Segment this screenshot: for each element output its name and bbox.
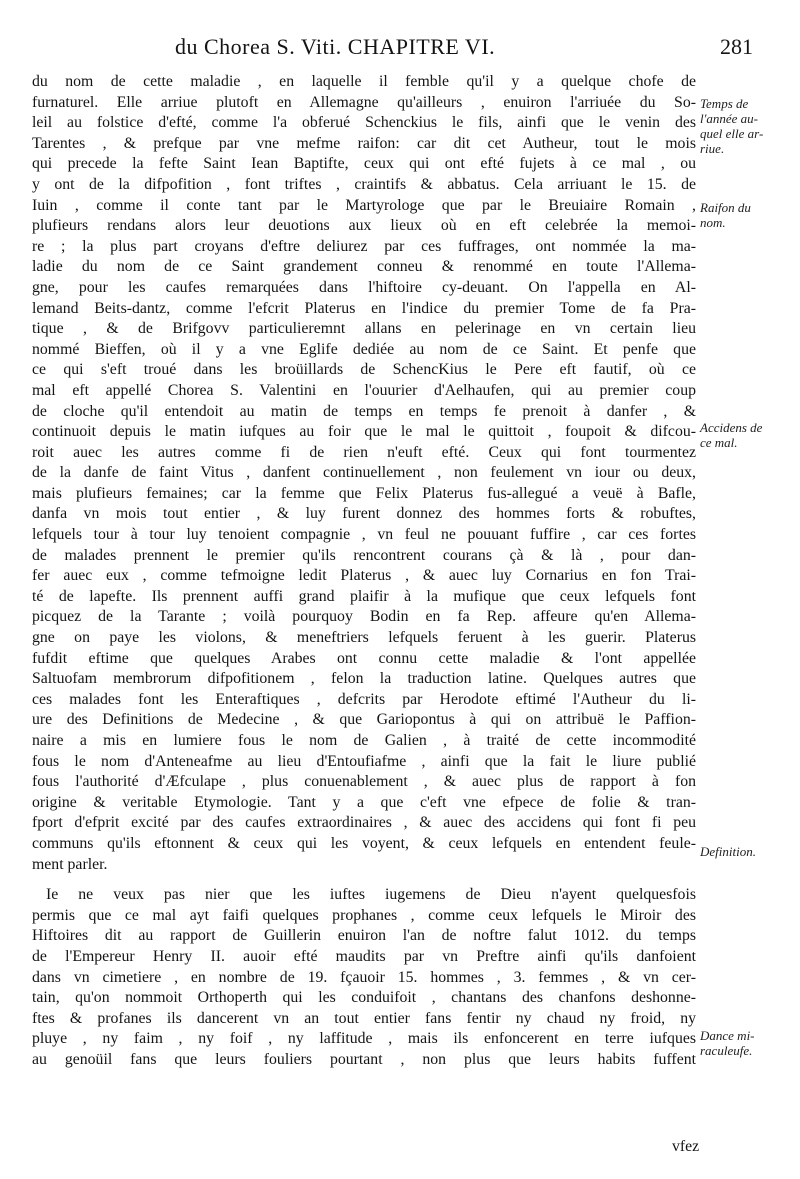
margin-note-line: Temps de: [700, 96, 749, 111]
catchword: vfez: [672, 1138, 700, 1155]
text-line: pluye , ny faim , ny foif , ny laffitude , mais ils enfoncerent en terre iufques: [32, 1030, 696, 1048]
text-line: ces malades font les Enteraftiques , defcrits par Herodote eftimé l'Autheur du li-: [32, 690, 696, 708]
text-line: furnaturel. Elle arriue plutoft en Allemagne qu'ailleurs , enuiron l'arriuée du So-: [32, 93, 696, 111]
margin-note-line: raculeufe.: [700, 1043, 753, 1058]
text-line: tain, qu'on nommoit Orthoperth qui les conduifoit , chantans des chanfons deshonne-: [32, 989, 696, 1007]
margin-note-line: riue.: [700, 141, 725, 156]
margin-note-line: l'année au-: [700, 111, 759, 126]
margin-note-definition: [700, 844, 798, 859]
text-line: Hiftoires dit au rapport de Guillerin enuiron l'an de noftre falut 1012. du temps: [32, 927, 696, 945]
text-line: Tarentes , & prefque par vne mefme raifon: car dit cet Autheur, tout le mois: [32, 134, 696, 152]
text-line: ure des Definitions de Medecine , & que Gariopontus à qui on attribuë le Paffion-: [32, 711, 696, 729]
text-line: lefquels tour à tour luy tenoient compagnie , vn feul ne pouuant fuffire , car ces fortes: [32, 526, 696, 544]
text-line: mal eft appellé Chorea S. Valentini en l'ouurier d'Aelhaufen, qui au premier coup: [32, 381, 696, 399]
margin-note-line: ce mal.: [700, 435, 738, 450]
page-header: [0, 34, 800, 74]
text-line: du nom de cette maladie , en laquelle il femble qu'il y a quelque chofe de: [32, 73, 696, 90]
text-line: ment parler.: [32, 855, 108, 873]
text-line: fous le nom d'Anteneafme au lieu d'Entoufiafme , ainfi que la fait le liure publié: [32, 752, 696, 770]
paragraph-2: [32, 885, 696, 1070]
main-text: [32, 72, 696, 1071]
text-line: roit auec les autres comme fi de rien n'euft efté. Ceux qui font tourmentez: [32, 443, 696, 461]
running-head: du Chorea S. Viti. CHAPITRE VI.: [175, 34, 496, 59]
text-line: de malades prennent le premier qu'ils rencontrent courans çà & là , pour dan-: [32, 546, 696, 564]
margin-note-raison: [700, 200, 798, 230]
text-line: mais plufieurs femaines; car la femme que Felix Platerus fus-allegué a veuë à Bafle,: [32, 484, 696, 502]
text-line: picquez de la Tarante ; voilà pourquoy Bodin en fa Rep. affeure qu'en Allema-: [32, 608, 696, 626]
text-line: qui precede la fefte Saint Iean Baptifte, ceux qui ont efté fujets à ce mal , ou: [32, 155, 696, 173]
text-line: ce qui s'eft troué dans les broüillards de SchencKius le Pere eft fautif, où ce: [32, 361, 696, 379]
text-line: de la danfe de faint Vitus , danfent continuellement , non feulement vn iour ou deux,: [32, 464, 696, 482]
margin-note-line: Dance mi-: [700, 1028, 755, 1043]
text-line: plufieurs rendans alors leur deuotions aux lieux où en eft celebrée la memoi-: [32, 217, 696, 235]
text-line: Saltuofam membrorum difpofitionem , felon la traduction latine. Quelques autres que: [32, 670, 696, 688]
paragraph-gap: [32, 875, 696, 885]
text-line: fufdit eftime que quelques Arabes ont connu cette maladie & l'ont appellée: [32, 649, 696, 667]
text-line: origine & veritable Etymologie. Tant y a que c'eft vne efpece de folie & tran-: [32, 793, 696, 811]
text-line: y ont de la difpofition , font triftes , craintifs & abbatus. Cela arriuant le 15. de: [32, 175, 696, 193]
text-line: Iuin , comme il conte tant par le Martyrologe que par le Breuiaire Romain ,: [32, 196, 696, 214]
paragraph-1: [32, 72, 696, 875]
text-line: tique , & de Brifgovv particulieremnt allans en pelerinage en vn certain lieu: [32, 320, 696, 338]
text-line: lemand Beits-dantz, comme l'efcrit Platerus en l'indice du premier Tome de fa Pra-: [32, 299, 696, 317]
text-line: communs qu'ils eftonnent & ceux qui les voyent, & ceux lefquels en entendent feule-: [32, 834, 696, 852]
text-line: fer auec eux , comme tefmoigne ledit Platerus , & auec luy Cornarius en fon Trai-: [32, 567, 696, 585]
text-line: naire a mis en lumiere fous le nom de Galien , à traité de cette incommodité: [32, 732, 696, 749]
text-line: nommé Bieffen, où il y a vne Eglife dediée au nom de ce Saint. Et penfe que: [32, 340, 696, 358]
text-line: té de lapefte. Ils prennent auffi grand plaifir à la mufique que ceux lefquels font: [32, 587, 696, 605]
margin-note-line: Definition.: [700, 844, 756, 859]
text-line: leil au folstice d'efté, comme l'a obferué Schenckius le fils, ainfi que le venin des: [32, 114, 696, 132]
margin-note-line: nom.: [700, 215, 726, 230]
text-line: Ie ne veux pas nier que les iuftes iugemens de Dieu n'ayent quelquesfois: [46, 886, 696, 904]
margin-note-line: Accidens de: [700, 420, 763, 435]
text-line: danfa vn mois tout entier , & luy furent donnez des hommes forts & robuftes,: [32, 505, 696, 523]
margin-note-temps: [700, 96, 798, 156]
text-line: ftes & profanes ils dancerent vn an tout entier fans fentir ny chaud ny froid, ny: [32, 1009, 696, 1027]
text-line: au genoüil fans que leurs fouliers pourtant , non plus que leurs habits fuffent: [32, 1050, 696, 1068]
margin-note-line: Raifon du: [700, 200, 751, 215]
text-line: ladie du nom de ce Saint grandement conneu & renommé en toute l'Allema-: [32, 258, 696, 276]
text-line: re ; la plus part croyans d'eftre deliurez par ces fuffrages, ont nommée la ma-: [32, 237, 696, 255]
text-line: fous l'authorité d'Æfculape , plus conuenablement , & auec plus de rapport à fon: [32, 773, 696, 791]
text-line: fport d'efprit excité par des caufes extraordinaires , & auec des accidens qui font fi peu: [32, 814, 696, 832]
page-number: 281: [720, 34, 753, 59]
margin-note-accidens: [700, 420, 798, 450]
margin-note-dance: [700, 1028, 798, 1058]
margin-note-line: quel elle ar-: [700, 126, 764, 141]
text-line: dans vn cimetiere , en nombre de 19. fçauoir 15. hommes , 3. femmes , & vn cer-: [32, 968, 696, 986]
text-line: continuoit depuis le matin iufques au foir que le mal le quittoit , foupoit & difcou-: [32, 423, 696, 441]
text-line: permis que ce mal ayt faifi quelques prophanes , comme ceux lefquels le Miroir des: [32, 906, 696, 924]
text-line: de l'Empereur Henry II. auoir efté maudits par vn Preftre ainfi qu'ils danfoient: [32, 947, 696, 965]
text-line: de cloche qu'il entendoit au matin de temps en temps fe prenoit à danfer , &: [32, 402, 696, 420]
text-line: gne on paye les violons, & meneftriers lefquels feruent à les guerir. Platerus: [32, 629, 696, 647]
text-line: gne, pour les caufes remarquées dans l'hiftoire cy-deuant. On l'appella en Al-: [32, 278, 696, 296]
